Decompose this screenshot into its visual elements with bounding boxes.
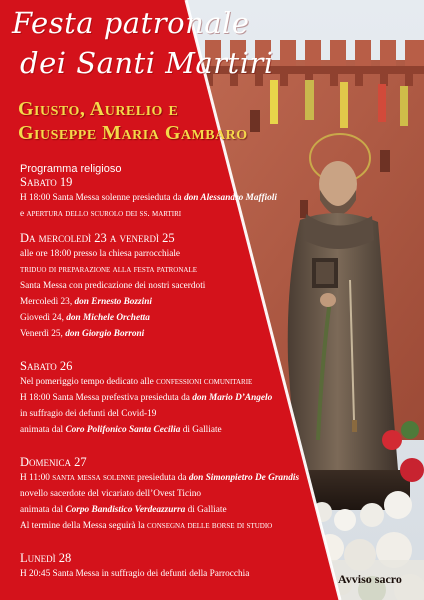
line-text: di Galliate xyxy=(180,425,222,435)
schedule-line xyxy=(20,505,227,515)
schedule-line xyxy=(20,209,181,219)
line-text: di Galliate xyxy=(185,505,227,515)
schedule-line xyxy=(20,313,150,323)
schedule-line xyxy=(20,489,201,499)
footer-label: Avviso sacro xyxy=(338,572,402,586)
poster-title: Festa patronale xyxy=(12,6,250,40)
schedule-line xyxy=(20,521,272,531)
highlighted-name: don Giorgio Borroni xyxy=(65,329,145,339)
schedule-line xyxy=(20,393,272,403)
program-heading: Programma religioso xyxy=(20,163,122,175)
line-text: e xyxy=(20,209,27,219)
highlighted-name: don Ernesto Bozzini xyxy=(74,297,152,307)
line-text: H 20:45 Santa Messa in suffragio dei defunti della Parrocchia xyxy=(20,569,250,579)
day-heading: Sabato 19 xyxy=(20,175,73,189)
line-text: H 11:00 xyxy=(20,473,53,483)
line-text: in suffragio dei defunti del Covid-19 xyxy=(20,409,157,419)
line-text: Venerdì 25, xyxy=(20,329,66,339)
highlighted-event: apertura dello scurolo dei ss. martiri xyxy=(26,209,182,219)
schedule-line xyxy=(20,569,249,579)
line-text: alle ore 18:00 presso la chiesa parrocchiale xyxy=(20,249,181,259)
schedule-line xyxy=(20,249,180,259)
highlighted-event: santa messa solenne xyxy=(52,473,135,483)
schedule-line xyxy=(20,473,299,483)
schedule-line xyxy=(20,193,277,203)
day-heading: Sabato 26 xyxy=(20,359,73,373)
highlighted-name: Coro Polifonico Santa Cecilia xyxy=(65,425,181,435)
line-text: Al termine della Messa seguirà la xyxy=(20,521,148,531)
highlighted-event: triduo di preparazione alla festa patronale xyxy=(20,265,197,275)
line-text: H 18:00 Santa Messa solenne presieduta da xyxy=(20,193,184,203)
schedule-line xyxy=(20,281,205,291)
highlighted-name: Corpo Bandistico Verdeazzurra xyxy=(65,505,186,515)
line-text: Santa Messa con predicazione dei nostri sacerdoti xyxy=(20,281,206,291)
highlighted-name: don Simonpietro De Grandis xyxy=(188,473,300,483)
day-heading: Lunedì 28 xyxy=(20,551,72,565)
poster-title-line2: dei Santi Martiri xyxy=(20,46,274,80)
schedule-line xyxy=(20,425,222,435)
line-text: animata dal xyxy=(20,425,66,435)
line-text: Mercoledì 23, xyxy=(20,297,75,307)
day-heading: Da mercoledì 23 a venerdì 25 xyxy=(20,231,175,245)
schedule-line xyxy=(20,329,144,339)
schedule-line xyxy=(20,409,156,419)
schedule-line xyxy=(20,297,152,307)
line-text: novello sacerdote del vicariato dell’Ovest Ticino xyxy=(20,489,201,499)
schedule-line xyxy=(20,265,197,275)
schedule-line xyxy=(20,377,252,387)
line-text: Nel pomeriggio tempo dedicato alle xyxy=(20,377,157,387)
poster-subtitle: Giusto, Aurelio e xyxy=(18,98,179,120)
highlighted-event: confessioni comunitarie xyxy=(156,377,253,387)
day-heading: Domenica 27 xyxy=(20,455,87,469)
line-text: presieduta da xyxy=(134,473,189,483)
highlighted-name: don Mario D’Angelo xyxy=(192,393,273,403)
highlighted-name: don Alessandro Maffioli xyxy=(183,193,277,203)
highlighted-event: consegna delle borse di studio xyxy=(147,521,273,531)
line-text: H 18:00 Santa Messa prefestiva presieduta da xyxy=(20,393,193,403)
line-text: Giovedì 24, xyxy=(20,313,67,323)
line-text: animata dal xyxy=(20,505,66,515)
highlighted-name: don Michele Orchetta xyxy=(66,313,150,323)
poster-subtitle-line2: Giuseppe Maria Gambaro xyxy=(18,122,248,144)
